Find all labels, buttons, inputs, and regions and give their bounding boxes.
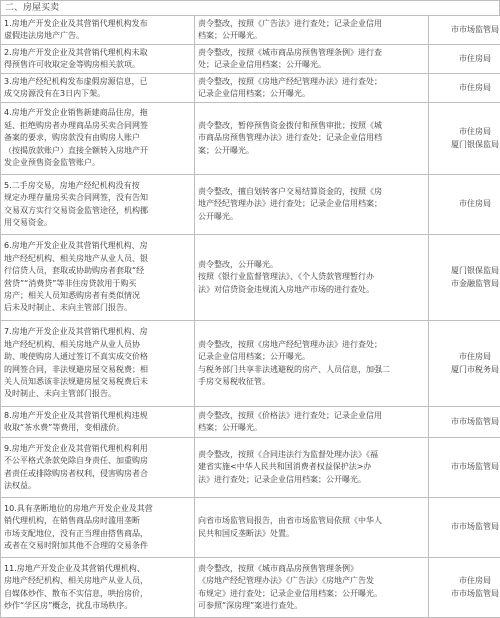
issue-cell (1, 103, 195, 175)
issue-cell (1, 16, 195, 45)
issue-text-line: 行信贷人员，套取或协助购房者套取“经 (4, 265, 191, 277)
measure-text-line: 档案；公开曝光。 (198, 30, 425, 42)
issue-text-line: 11.房地产开发企业及其营销代理机构、 (4, 563, 191, 575)
issue-text-line: 交易双方实行交易资金监管途径，机构挪 (4, 205, 191, 217)
issue-text-line: 3.房地产经纪机构发布虚假房源信息，已 (4, 76, 191, 88)
table-row (1, 438, 500, 498)
measure-cell (195, 438, 429, 498)
department-text-line: 市市场监管局 (432, 461, 500, 473)
section-title: 二、房屋买卖 (0, 0, 500, 15)
issue-text-line: 4.房地产开发企业销售新建商品住房，拖 (4, 107, 191, 119)
issue-text-line: 备案的要求，购房款没有由购房人账户 (4, 132, 191, 144)
measure-text-line: 布规定》进行查处；记录企业信用档案；公开曝光。 (198, 588, 425, 600)
table-row (1, 45, 500, 74)
issue-text-line: 7.房地产开发企业及其营销代理机构、房 (4, 326, 191, 338)
department-cell (429, 321, 500, 407)
issue-text-line: （按揭放款账户）直接全额转入房地产开 (4, 145, 191, 157)
issue-text-line: 助、唆使购房人通过签订不真实成交价格 (4, 351, 191, 363)
issue-text-line: 地产经纪机构、相关房地产从业人员协 (4, 339, 191, 351)
measure-text-line: 责令整改，按照《广告法》进行查处；记录企业信用 (198, 18, 425, 30)
measure-text-line: 法》对信贷资金违规流入房地产市场的进行查处。 (198, 284, 425, 296)
measure-cell (195, 45, 429, 74)
issue-text-line: 炒作“学区房”概念，扰乱市场秩序。 (4, 600, 191, 612)
measure-text-line: 责令整改，按照《房地产经纪管理办法》进行查处； (198, 339, 425, 351)
issue-cell (1, 175, 195, 235)
measure-text-line: 市商品房预售管理办法》进行查处；记录企业信用档 (198, 132, 425, 144)
measure-text-line: 建省实施<中华人民共和国消费者权益保护法>办 (198, 461, 425, 473)
issue-text-line: 成交房源没有在3日内下架。 (4, 88, 191, 100)
measure-cell (195, 103, 429, 175)
table-row (1, 321, 500, 407)
department-text-line: 厦门银保监局 (432, 265, 500, 277)
measure-text-line: 向省市场监管局报告，由省市场监管局依照《中华人 (198, 515, 425, 527)
issue-cell (1, 45, 195, 74)
measure-text-line: 法》进行查处；记录企业信用档案；公开曝光。 (198, 474, 425, 486)
issue-text-line: 房地产经纪机构、相关房地产从业人员， (4, 575, 191, 587)
issue-text-line: 及时制止、未向主管部门报告。 (4, 388, 191, 400)
department-cell (429, 175, 500, 235)
issue-text-line: 发企业预售资金监管账户。 (4, 157, 191, 169)
issue-text-line: 规定办理存量房买卖合同网签，没有告知 (4, 192, 191, 204)
department-text-line: 市市场监管局 (432, 24, 500, 36)
issue-cell (1, 74, 195, 103)
issue-text-line: 关人员知悉该非法规避房屋交易税费后未 (4, 376, 191, 388)
issue-text-line: 8.房地产开发企业及其营销代理机构违规 (4, 410, 191, 422)
measure-text-line: 责令整改，暂停预售资金拨付和预售审批；按照《城 (198, 120, 425, 132)
issue-text-line: 的网签合同，非法规避房屋交易税费；相 (4, 364, 191, 376)
measure-text-line: 责令整改，按照《城市商品房预售管理条例》进行查 (198, 47, 425, 59)
issue-cell (1, 558, 195, 618)
department-text-line: 市住房局 (432, 351, 500, 363)
table-row (1, 498, 500, 558)
issue-cell (1, 407, 195, 438)
table-row (1, 175, 500, 235)
measure-cell (195, 235, 429, 321)
measure-text-line: 按照《银行业监督管理法》、《个人贷款管理暂行办 (198, 271, 425, 283)
measure-text-line: 责令整改，按照《房地产经纪管理办法》进行查处； (198, 76, 425, 88)
department-text-line: 市住房局 (432, 82, 500, 94)
issue-text-line: 地产经纪机构、相关房地产从业人员、银 (4, 253, 191, 265)
table-row (1, 74, 500, 103)
regulation-table (0, 15, 500, 618)
measure-cell (195, 407, 429, 438)
measure-cell (195, 321, 429, 407)
department-text-line: 市住房局 (432, 53, 500, 65)
department-text-line: 市市场监管局 (432, 521, 500, 533)
measure-text-line: 与税务部门共享非法逃避税的房产、人员信息，加强二 (198, 364, 425, 376)
issue-text-line: 9.房地产开发企业及其营销代理机构利用 (4, 443, 191, 455)
issue-text-line: 延、拒绝购房者办理商品房买卖合同网签 (4, 120, 191, 132)
issue-text-line: 10.具有垄断地位的房地产开发企业及其营 (4, 503, 191, 515)
issue-cell (1, 498, 195, 558)
measure-text-line: 处；记录企业信用档案；公开曝光。 (198, 59, 425, 71)
measure-cell (195, 498, 429, 558)
issue-text-line: 房产；相关人员知悉购房者有类似情况 (4, 290, 191, 302)
department-cell (429, 45, 500, 74)
measure-text-line: 责令整改，按照《合同违法行为监督处理办法》《福 (198, 449, 425, 461)
table-row (1, 235, 500, 321)
department-text-line: 厦门市税务局 (432, 364, 500, 376)
measure-text-line: 手房交易税收征管。 (198, 376, 425, 388)
department-cell (429, 74, 500, 103)
issue-text-line: 用交易资金。 (4, 217, 191, 229)
issue-text-line: 者责任或排除购房者权利，侵害购房者合 (4, 468, 191, 480)
measure-cell (195, 558, 429, 618)
table-row (1, 103, 500, 175)
issue-text-line: 5.二手房交易，房地产经纪机构没有按 (4, 180, 191, 192)
department-cell (429, 103, 500, 175)
department-cell (429, 438, 500, 498)
department-cell (429, 16, 500, 45)
issue-text-line: 法权益。 (4, 480, 191, 492)
measure-text-line: 地产经纪管理办法》进行查处；记录企业信用档案； (198, 198, 425, 210)
issue-text-line: 收取“茶水费”等费用，变相涨价。 (4, 422, 191, 434)
issue-text-line: 后未及时制止、未向主管部门报告。 (4, 302, 191, 314)
measure-cell (195, 74, 429, 103)
measure-text-line: 责令整改，按照《价格法》进行查处；记录企业信用 (198, 410, 425, 422)
table-row (1, 16, 500, 45)
department-text-line: 市住房局 (432, 575, 500, 587)
measure-text-line: 记录企业信用档案；公开曝光。 (198, 351, 425, 363)
issue-text-line: 市场支配地位，没有正当理由搭售商品， (4, 528, 191, 540)
issue-text-line: 1.房地产开发企业及其营销代理机构发布 (4, 18, 191, 30)
issue-cell (1, 235, 195, 321)
issue-text-line: 虚假违法房地产广告。 (4, 30, 191, 42)
measure-text-line: 民共和国反垄断法》处置。 (198, 528, 425, 540)
measure-text-line: 责令整改，公开曝光。 (198, 259, 425, 271)
department-text-line: 市市场监管局 (432, 416, 500, 428)
measure-text-line: 公开曝光。 (198, 211, 425, 223)
department-text-line: 市住房局 (432, 126, 500, 138)
issue-text-line: 得预售许可收取定金等购房相关款项。 (4, 59, 191, 71)
measure-text-line: 《房地产经纪管理办法》《广告法》《房地产广告发 (198, 575, 425, 587)
issue-text-line: 营贷”“消费贷”等非住房贷款用于购买 (4, 278, 191, 290)
department-cell (429, 407, 500, 438)
measure-cell (195, 175, 429, 235)
issue-cell (1, 438, 195, 498)
issue-text-line: 销代理机构，在销售商品房时滥用垄断 (4, 515, 191, 527)
issue-text-line: 自媒体炒作、散布不实信息，哄抬房价， (4, 588, 191, 600)
table-row (1, 558, 500, 618)
measure-text-line: 记录企业信用档案；公开曝光。 (198, 88, 425, 100)
department-text-line: 市市场监管局 (432, 588, 500, 600)
table-body (1, 16, 500, 618)
department-text-line: 市住房局 (432, 198, 500, 210)
measure-cell (195, 16, 429, 45)
issue-text-line: 6.房地产开发企业及其营销代理机构、房 (4, 240, 191, 252)
issue-cell (1, 321, 195, 407)
department-text-line: 市金融监管局 (432, 278, 500, 290)
department-cell (429, 235, 500, 321)
department-cell (429, 498, 500, 558)
measure-text-line: 档案；公开曝光。 (198, 422, 425, 434)
issue-text-line: 或者在交易时附加其他不合理的交易条件 (4, 540, 191, 552)
measure-text-line: 案；公开曝光。 (198, 145, 425, 157)
department-cell (429, 558, 500, 618)
measure-text-line: 责令整改，擅自划转客户交易结算资金的，按照《房 (198, 186, 425, 198)
department-text-line: 厦门银保监局 (432, 139, 500, 151)
issue-text-line: 2.房地产开发企业及其营销代理机构未取 (4, 47, 191, 59)
table-row (1, 407, 500, 438)
issue-text-line: 不公平格式条款免除自身责任、加重购房 (4, 455, 191, 467)
measure-text-line: 可参照“深房理”案进行查处。 (198, 600, 425, 612)
measure-text-line: 责令整改，按照《城市商品房预售管理条例》 (198, 563, 425, 575)
